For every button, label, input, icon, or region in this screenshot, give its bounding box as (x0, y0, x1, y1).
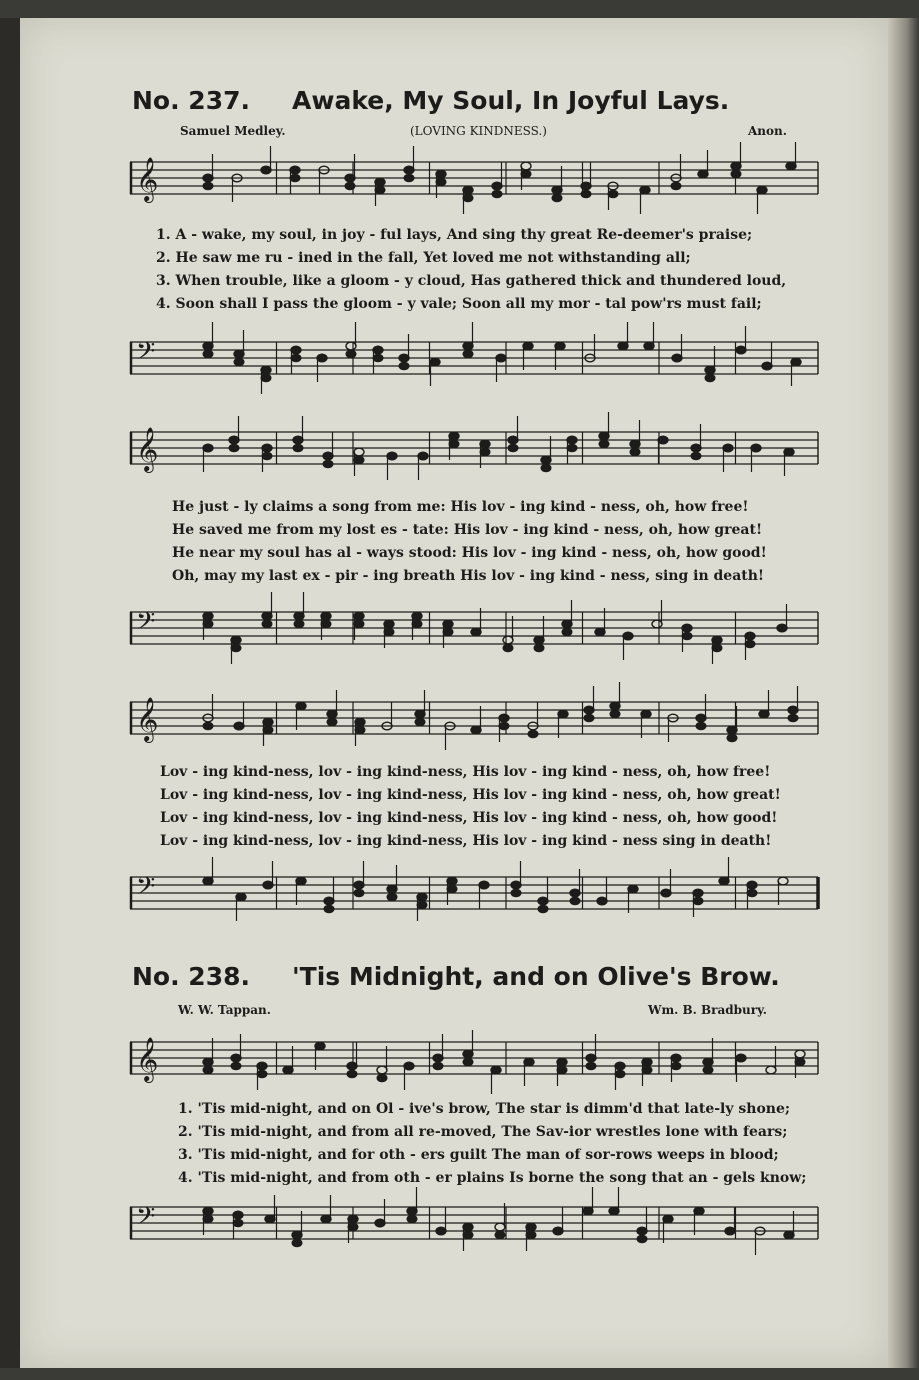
treble-clef-icon: 𝄞 (136, 1037, 159, 1081)
hymn-238-verse-4-line-1: 4. 'Tis mid-night, and from oth - er plains Is borne the song that an - gels know; (178, 1170, 807, 1186)
hymn-237-verse-4-line-2: Oh, may my last ex - pir - ing breath His lov - ing kind - ness, sing in death! (172, 568, 765, 584)
book-spine (0, 18, 20, 1368)
hymn-238-number: No. 238. (132, 962, 250, 991)
hymn-237-author: Samuel Medley. (180, 124, 286, 138)
treble-clef-icon: 𝄞 (136, 427, 159, 471)
hymn-237-treble-staff-3 (130, 690, 822, 760)
hymn-237-verse-4-line-1: 4. Soon shall I pass the gloom - y vale; Soon all my mor - tal pow'rs must fail; (156, 296, 762, 312)
hymn-238-verse-1-line-1: 1. 'Tis mid-night, and on Ol - ive's brow, The star is dimm'd that late-ly shone; (178, 1101, 791, 1117)
hymn-237-verse-3-line-3: Lov - ing kind-ness, lov - ing kind-ness, His lov - ing kind - ness, oh, how good! (160, 810, 778, 826)
bass-clef-icon: 𝄢 (136, 337, 156, 372)
staff-lines (130, 142, 818, 214)
staff-lines (130, 592, 818, 664)
staff-lines (130, 682, 818, 750)
hymn-237-verse-1-line-3: Lov - ing kind-ness, lov - ing kind-ness, His lov - ing kind - ness, oh, how free! (160, 764, 771, 780)
note-glyphs (203, 1187, 794, 1255)
staff-lines (130, 1030, 818, 1094)
hymn-237-bass-staff-2 (130, 600, 822, 680)
bass-clef-icon: 𝄢 (136, 872, 156, 907)
bass-clef-icon: 𝄢 (136, 607, 156, 642)
note-glyphs (203, 1030, 805, 1094)
hymn-237-verse-1-line-1: 1. A - wake, my soul, in joy - ful lays, And sing thy great Re-deemer's praise; (156, 227, 753, 243)
hymn-237-treble-staff-2 (130, 420, 822, 490)
hymn-237-verse-2-line-1: 2. He saw me ru - ined in the fall, Yet loved me not withstanding all; (156, 250, 691, 266)
note-glyphs (203, 857, 788, 921)
hymn-238-verse-2-line-1: 2. 'Tis mid-night, and from all re-moved, The Sav-ior wrestles lone with fears; (178, 1124, 788, 1140)
hymn-238-heading (132, 962, 780, 991)
hymn-237-verse-4-line-3: Lov - ing kind-ness, lov - ing kind-ness, His lov - ing kind - ness sing in death! (160, 833, 772, 849)
staff-lines (130, 1187, 818, 1255)
hymn-237-heading (132, 86, 729, 115)
hymn-237-tune-name: (LOVING KINDNESS.) (410, 124, 547, 138)
hymn-238-treble-staff-1 (130, 1030, 822, 1100)
hymn-237-verse-2-line-2: He saved me from my lost es - tate: His lov - ing kind - ness, oh, how great! (172, 522, 763, 538)
note-glyphs (203, 412, 794, 480)
hymn-237-title: Awake, My Soul, In Joyful Lays. (292, 86, 730, 115)
treble-clef-icon: 𝄞 (136, 697, 159, 741)
staff-lines (130, 322, 818, 394)
hymn-238-author: W. W. Tappan. (178, 1003, 271, 1017)
hymn-237-bass-staff-3 (130, 865, 822, 945)
staff-lines (130, 412, 818, 480)
hymn-238-bass-staff-1 (130, 1195, 822, 1270)
hymn-237-number: No. 237. (132, 86, 250, 115)
hymn-237-composer: Anon. (748, 124, 787, 138)
note-glyphs (203, 682, 798, 750)
hymn-237-bass-staff-1 (130, 330, 822, 410)
hymn-237-verse-3-line-1: 3. When trouble, like a gloom - y cloud, Has gathered thick and thundered loud, (156, 273, 787, 289)
hymn-237-verse-3-line-2: He near my soul has al - ways stood: His lov - ing kind - ness, oh, how good! (172, 545, 767, 561)
hymn-238-title: 'Tis Midnight, and on Olive's Brow. (292, 962, 780, 991)
staff-lines (130, 857, 818, 921)
hymn-238-composer: Wm. B. Bradbury. (648, 1003, 767, 1017)
bass-clef-icon: 𝄢 (136, 1202, 156, 1237)
page-edge (888, 18, 919, 1368)
treble-clef-icon: 𝄞 (136, 157, 159, 201)
hymn-238-verse-3-line-1: 3. 'Tis mid-night, and for oth - ers guilt The man of sor-rows weeps in blood; (178, 1147, 779, 1163)
hymn-237-verse-1-line-2: He just - ly claims a song from me: His lov - ing kind - ness, oh, how free! (172, 499, 749, 515)
hymn-237-verse-2-line-3: Lov - ing kind-ness, lov - ing kind-ness, His lov - ing kind - ness, oh, how great! (160, 787, 781, 803)
hymn-237-treble-staff-1 (130, 150, 822, 220)
